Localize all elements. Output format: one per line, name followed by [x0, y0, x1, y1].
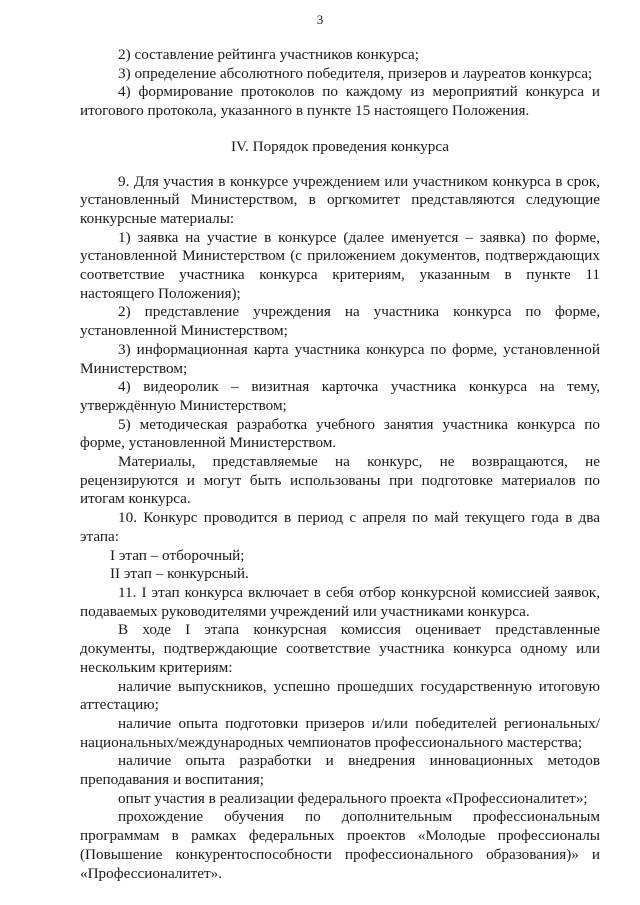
paragraph: В ходе I этапа конкурсная комиссия оценивает представленные документы, подтверждающие соответствие участника конкурса одному или нескольким критериям:	[80, 621, 600, 676]
list-item: 4) формирование протоколов по каждому из мероприятий конкурса и итогового протокола, указанного в пункте 15 настоящего Положения.	[80, 83, 600, 120]
paragraph: 5) методическая разработка учебного занятия участника конкурса по форме, установленной Министерством.	[80, 415, 600, 452]
paragraph: 3) информационная карта участника конкурса по форме, установленной Министерством;	[80, 340, 600, 377]
page-number: 3	[316, 12, 324, 27]
paragraph: опыт участия в реализации федерального проекта «Профессионалитет»;	[118, 789, 588, 807]
paragraph: I этап – отборочный;	[110, 546, 245, 564]
paragraph: Материалы, представляемые на конкурс, не возвращаются, не рецензируются и могут быть использованы при подготовке материалов по итогам конкурса.	[80, 453, 600, 508]
paragraph: 11. I этап конкурса включает в себя отбор конкурсной комиссией заявок, подаваемых руководителями учреждений или участниками конкурса.	[80, 583, 600, 620]
list-item: 3) определение абсолютного победителя, призеров и лауреатов конкурса;	[118, 64, 593, 82]
list-item: 2) составление рейтинга участников конкурса;	[118, 46, 420, 63]
paragraph: II этап – конкурсный.	[110, 565, 249, 583]
paragraph: наличие выпускников, успешно прошедших государственную итоговую аттестацию;	[80, 677, 600, 714]
paragraph: наличие опыта подготовки призеров и/или победителей региональных/ национальных/международных чемпионатов профессионального мастерства;	[80, 714, 600, 751]
paragraph: наличие опыта разработки и внедрения инновационных методов преподавания и воспитания;	[80, 752, 600, 789]
paragraph: 4) видеоролик – визитная карточка участника конкурса на тему, утверждённую Министерством;	[80, 378, 600, 414]
paragraph: 1) заявка на участие в конкурсе (далее именуется – заявка) по форме, установленной Министерством (с приложением документов, подтверждающих соответствие участника конкурса критериям, указанным в пункте 11 настоящего Положения);	[80, 228, 600, 302]
paragraph: 10. Конкурс проводится в период с апреля по май текущего года в два этапа:	[80, 509, 600, 545]
paragraph: прохождение обучения по дополнительным профессиональным программам в рамках федеральных проектов «Молодые профессионалы (Повышение конкурентоспособности профессионального образования)» и «Профессионалитет».	[80, 808, 600, 882]
paragraph: 2) представление учреждения на участника конкурса по форме, установленной Министерством;	[80, 303, 600, 340]
document-body	[80, 46, 600, 883]
section-title: IV. Порядок проведения конкурса	[230, 137, 450, 155]
paragraph: 9. Для участия в конкурсе учреждением или участником конкурса в срок, установленный Министерством, в оргкомитет представляются следующие конкурсные материалы:	[80, 172, 600, 227]
